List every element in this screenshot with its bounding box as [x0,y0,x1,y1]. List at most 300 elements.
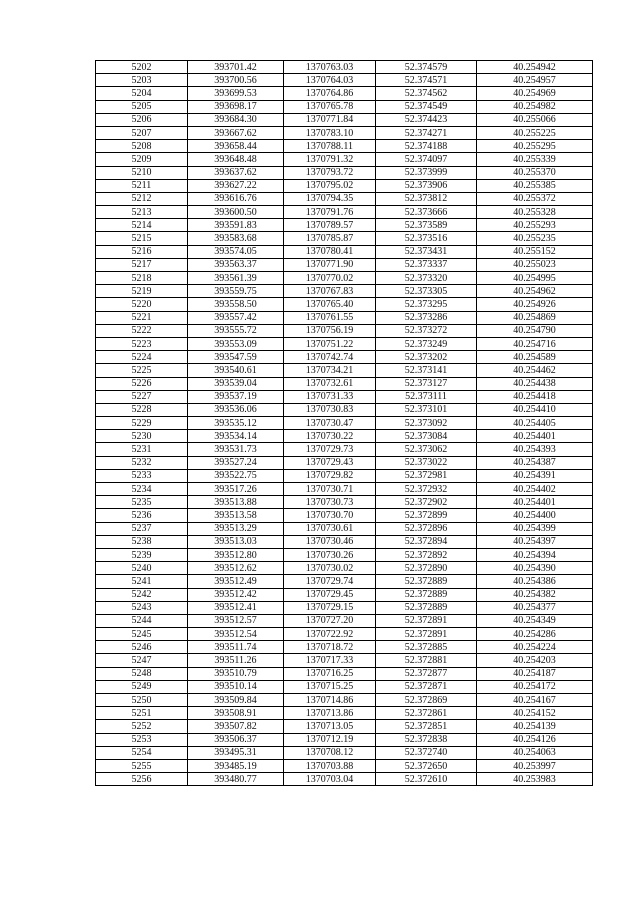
x-coordinate-cell: 393511.26 [188,654,284,667]
longitude-cell: 40.254167 [477,694,593,707]
longitude-cell: 40.254382 [477,588,593,601]
x-coordinate-cell: 393658.44 [188,140,284,153]
table-row [96,654,593,667]
coordinates-table [95,60,593,786]
latitude-cell: 52.372740 [376,746,477,759]
x-coordinate-cell: 393667.62 [188,126,284,139]
point-number-cell: 5241 [96,575,188,588]
longitude-cell: 40.254462 [477,364,593,377]
longitude-cell: 40.254399 [477,522,593,535]
point-number-cell: 5220 [96,298,188,311]
x-coordinate-cell: 393699.53 [188,87,284,100]
y-coordinate-cell: 1370763.03 [284,61,376,74]
table-row [96,337,593,350]
longitude-cell: 40.254386 [477,575,593,588]
table-row [96,417,593,430]
table-row [96,298,593,311]
y-coordinate-cell: 1370730.71 [284,483,376,496]
latitude-cell: 52.372889 [376,588,477,601]
y-coordinate-cell: 1370791.32 [284,153,376,166]
point-number-cell: 5221 [96,311,188,324]
point-number-cell: 5256 [96,773,188,786]
latitude-cell: 52.372881 [376,654,477,667]
latitude-cell: 52.372650 [376,759,477,772]
y-coordinate-cell: 1370793.72 [284,166,376,179]
longitude-cell: 40.254410 [477,403,593,416]
y-coordinate-cell: 1370771.84 [284,113,376,126]
point-number-cell: 5229 [96,417,188,430]
point-number-cell: 5216 [96,245,188,258]
longitude-cell: 40.254401 [477,430,593,443]
y-coordinate-cell: 1370730.47 [284,417,376,430]
x-coordinate-cell: 393513.88 [188,496,284,509]
y-coordinate-cell: 1370764.86 [284,87,376,100]
table-row [96,364,593,377]
table-row [96,232,593,245]
table-row [96,483,593,496]
table-row [96,74,593,87]
latitude-cell: 52.373999 [376,166,477,179]
y-coordinate-cell: 1370727.20 [284,614,376,627]
longitude-cell: 40.254995 [477,272,593,285]
longitude-cell: 40.255023 [477,258,593,271]
y-coordinate-cell: 1370794.35 [284,192,376,205]
point-number-cell: 5217 [96,258,188,271]
longitude-cell: 40.254203 [477,654,593,667]
latitude-cell: 52.372891 [376,614,477,627]
point-number-cell: 5213 [96,206,188,219]
y-coordinate-cell: 1370764.03 [284,74,376,87]
longitude-cell: 40.255328 [477,206,593,219]
longitude-cell: 40.255295 [477,140,593,153]
y-coordinate-cell: 1370789.57 [284,219,376,232]
table-row [96,562,593,575]
table-row [96,588,593,601]
y-coordinate-cell: 1370729.15 [284,601,376,614]
longitude-cell: 40.255152 [477,245,593,258]
point-number-cell: 5250 [96,694,188,707]
x-coordinate-cell: 393506.37 [188,733,284,746]
longitude-cell: 40.254589 [477,351,593,364]
latitude-cell: 52.372902 [376,496,477,509]
x-coordinate-cell: 393591.83 [188,219,284,232]
x-coordinate-cell: 393700.56 [188,74,284,87]
point-number-cell: 5226 [96,377,188,390]
latitude-cell: 52.374271 [376,126,477,139]
y-coordinate-cell: 1370730.73 [284,496,376,509]
table-row [96,192,593,205]
latitude-cell: 52.372861 [376,707,477,720]
latitude-cell: 52.372894 [376,535,477,548]
x-coordinate-cell: 393517.26 [188,483,284,496]
y-coordinate-cell: 1370729.74 [284,575,376,588]
table-row [96,351,593,364]
x-coordinate-cell: 393627.22 [188,179,284,192]
y-coordinate-cell: 1370742.74 [284,351,376,364]
point-number-cell: 5242 [96,588,188,601]
point-number-cell: 5245 [96,628,188,641]
longitude-cell: 40.254286 [477,628,593,641]
x-coordinate-cell: 393513.03 [188,535,284,548]
table-row [96,311,593,324]
y-coordinate-cell: 1370730.70 [284,509,376,522]
longitude-cell: 40.254926 [477,298,593,311]
point-number-cell: 5204 [96,87,188,100]
latitude-cell: 52.373305 [376,285,477,298]
x-coordinate-cell: 393701.42 [188,61,284,74]
point-number-cell: 5214 [96,219,188,232]
longitude-cell: 40.254969 [477,87,593,100]
y-coordinate-cell: 1370703.88 [284,759,376,772]
table-row [96,759,593,772]
latitude-cell: 52.373111 [376,390,477,403]
longitude-cell: 40.254438 [477,377,593,390]
x-coordinate-cell: 393561.39 [188,272,284,285]
y-coordinate-cell: 1370734.21 [284,364,376,377]
coordinates-table-body [96,61,593,786]
point-number-cell: 5206 [96,113,188,126]
latitude-cell: 52.372869 [376,694,477,707]
table-row [96,601,593,614]
table-row [96,153,593,166]
latitude-cell: 52.372877 [376,667,477,680]
y-coordinate-cell: 1370785.87 [284,232,376,245]
longitude-cell: 40.254397 [477,535,593,548]
table-row [96,258,593,271]
longitude-cell: 40.254187 [477,667,593,680]
latitude-cell: 52.372892 [376,548,477,561]
table-row [96,720,593,733]
y-coordinate-cell: 1370751.22 [284,337,376,350]
table-row [96,166,593,179]
table-row [96,746,593,759]
longitude-cell: 40.254387 [477,456,593,469]
longitude-cell: 40.254152 [477,707,593,720]
x-coordinate-cell: 393527.24 [188,456,284,469]
point-number-cell: 5218 [96,272,188,285]
x-coordinate-cell: 393535.12 [188,417,284,430]
latitude-cell: 52.373812 [376,192,477,205]
point-number-cell: 5215 [96,232,188,245]
longitude-cell: 40.254391 [477,469,593,482]
y-coordinate-cell: 1370730.61 [284,522,376,535]
y-coordinate-cell: 1370730.22 [284,430,376,443]
x-coordinate-cell: 393547.59 [188,351,284,364]
x-coordinate-cell: 393509.84 [188,694,284,707]
table-row [96,456,593,469]
latitude-cell: 52.372896 [376,522,477,535]
longitude-cell: 40.254716 [477,337,593,350]
longitude-cell: 40.255339 [477,153,593,166]
x-coordinate-cell: 393507.82 [188,720,284,733]
y-coordinate-cell: 1370780.41 [284,245,376,258]
longitude-cell: 40.254869 [477,311,593,324]
x-coordinate-cell: 393522.75 [188,469,284,482]
y-coordinate-cell: 1370730.46 [284,535,376,548]
point-number-cell: 5203 [96,74,188,87]
y-coordinate-cell: 1370795.02 [284,179,376,192]
latitude-cell: 52.373295 [376,298,477,311]
table-row [96,87,593,100]
point-number-cell: 5249 [96,680,188,693]
longitude-cell: 40.254418 [477,390,593,403]
point-number-cell: 5246 [96,641,188,654]
y-coordinate-cell: 1370729.45 [284,588,376,601]
y-coordinate-cell: 1370715.25 [284,680,376,693]
y-coordinate-cell: 1370722.92 [284,628,376,641]
x-coordinate-cell: 393537.19 [188,390,284,403]
table-row [96,614,593,627]
y-coordinate-cell: 1370717.33 [284,654,376,667]
y-coordinate-cell: 1370703.04 [284,773,376,786]
y-coordinate-cell: 1370729.43 [284,456,376,469]
latitude-cell: 52.373320 [376,272,477,285]
x-coordinate-cell: 393557.42 [188,311,284,324]
point-number-cell: 5225 [96,364,188,377]
point-number-cell: 5233 [96,469,188,482]
point-number-cell: 5224 [96,351,188,364]
x-coordinate-cell: 393555.72 [188,324,284,337]
latitude-cell: 52.373062 [376,443,477,456]
longitude-cell: 40.254393 [477,443,593,456]
latitude-cell: 52.373022 [376,456,477,469]
latitude-cell: 52.373666 [376,206,477,219]
table-row [96,430,593,443]
table-row [96,667,593,680]
longitude-cell: 40.255370 [477,166,593,179]
y-coordinate-cell: 1370713.86 [284,707,376,720]
y-coordinate-cell: 1370771.90 [284,258,376,271]
table-row [96,535,593,548]
table-row [96,206,593,219]
latitude-cell: 52.372838 [376,733,477,746]
x-coordinate-cell: 393512.80 [188,548,284,561]
point-number-cell: 5211 [96,179,188,192]
longitude-cell: 40.254790 [477,324,593,337]
table-row [96,324,593,337]
longitude-cell: 40.254394 [477,548,593,561]
table-row [96,377,593,390]
point-number-cell: 5244 [96,614,188,627]
latitude-cell: 52.374188 [376,140,477,153]
latitude-cell: 52.373084 [376,430,477,443]
x-coordinate-cell: 393510.79 [188,667,284,680]
point-number-cell: 5235 [96,496,188,509]
y-coordinate-cell: 1370712.19 [284,733,376,746]
table-row [96,245,593,258]
y-coordinate-cell: 1370714.86 [284,694,376,707]
x-coordinate-cell: 393553.09 [188,337,284,350]
x-coordinate-cell: 393637.62 [188,166,284,179]
longitude-cell: 40.254224 [477,641,593,654]
point-number-cell: 5210 [96,166,188,179]
longitude-cell: 40.254401 [477,496,593,509]
y-coordinate-cell: 1370765.78 [284,100,376,113]
point-number-cell: 5248 [96,667,188,680]
x-coordinate-cell: 393600.50 [188,206,284,219]
latitude-cell: 52.373249 [376,337,477,350]
y-coordinate-cell: 1370791.76 [284,206,376,219]
point-number-cell: 5230 [96,430,188,443]
table-row [96,522,593,535]
longitude-cell: 40.254405 [477,417,593,430]
y-coordinate-cell: 1370783.10 [284,126,376,139]
x-coordinate-cell: 393512.49 [188,575,284,588]
point-number-cell: 5236 [96,509,188,522]
table-row [96,680,593,693]
table-row [96,61,593,74]
longitude-cell: 40.255066 [477,113,593,126]
point-number-cell: 5239 [96,548,188,561]
x-coordinate-cell: 393558.50 [188,298,284,311]
point-number-cell: 5234 [96,483,188,496]
longitude-cell: 40.254172 [477,680,593,693]
latitude-cell: 52.373286 [376,311,477,324]
x-coordinate-cell: 393512.54 [188,628,284,641]
x-coordinate-cell: 393698.17 [188,100,284,113]
point-number-cell: 5207 [96,126,188,139]
latitude-cell: 52.373906 [376,179,477,192]
longitude-cell: 40.255372 [477,192,593,205]
latitude-cell: 52.374097 [376,153,477,166]
x-coordinate-cell: 393534.14 [188,430,284,443]
point-number-cell: 5222 [96,324,188,337]
latitude-cell: 52.374571 [376,74,477,87]
point-number-cell: 5253 [96,733,188,746]
longitude-cell: 40.255385 [477,179,593,192]
latitude-cell: 52.374579 [376,61,477,74]
table-row [96,272,593,285]
table-row [96,219,593,232]
longitude-cell: 40.254962 [477,285,593,298]
longitude-cell: 40.255225 [477,126,593,139]
x-coordinate-cell: 393512.62 [188,562,284,575]
longitude-cell: 40.254390 [477,562,593,575]
point-number-cell: 5228 [96,403,188,416]
latitude-cell: 52.373272 [376,324,477,337]
point-number-cell: 5240 [96,562,188,575]
x-coordinate-cell: 393531.73 [188,443,284,456]
latitude-cell: 52.373101 [376,403,477,416]
x-coordinate-cell: 393510.14 [188,680,284,693]
latitude-cell: 52.372851 [376,720,477,733]
longitude-cell: 40.254400 [477,509,593,522]
table-row [96,390,593,403]
table-row [96,443,593,456]
latitude-cell: 52.373337 [376,258,477,271]
x-coordinate-cell: 393539.04 [188,377,284,390]
table-row [96,140,593,153]
latitude-cell: 52.373127 [376,377,477,390]
y-coordinate-cell: 1370756.19 [284,324,376,337]
longitude-cell: 40.254377 [477,601,593,614]
latitude-cell: 52.372889 [376,601,477,614]
table-row [96,773,593,786]
latitude-cell: 52.374562 [376,87,477,100]
table-row [96,403,593,416]
table-row [96,126,593,139]
point-number-cell: 5238 [96,535,188,548]
y-coordinate-cell: 1370730.26 [284,548,376,561]
y-coordinate-cell: 1370761.55 [284,311,376,324]
latitude-cell: 52.373589 [376,219,477,232]
longitude-cell: 40.254126 [477,733,593,746]
y-coordinate-cell: 1370767.83 [284,285,376,298]
longitude-cell: 40.254349 [477,614,593,627]
point-number-cell: 5223 [96,337,188,350]
x-coordinate-cell: 393574.05 [188,245,284,258]
x-coordinate-cell: 393559.75 [188,285,284,298]
x-coordinate-cell: 393536.06 [188,403,284,416]
x-coordinate-cell: 393495.31 [188,746,284,759]
point-number-cell: 5205 [96,100,188,113]
latitude-cell: 52.372885 [376,641,477,654]
longitude-cell: 40.254942 [477,61,593,74]
point-number-cell: 5209 [96,153,188,166]
latitude-cell: 52.374423 [376,113,477,126]
latitude-cell: 52.372890 [376,562,477,575]
point-number-cell: 5208 [96,140,188,153]
latitude-cell: 52.372871 [376,680,477,693]
latitude-cell: 52.372932 [376,483,477,496]
latitude-cell: 52.372891 [376,628,477,641]
longitude-cell: 40.255293 [477,219,593,232]
point-number-cell: 5251 [96,707,188,720]
table-row [96,100,593,113]
longitude-cell: 40.253983 [477,773,593,786]
table-row [96,733,593,746]
table-row [96,285,593,298]
y-coordinate-cell: 1370729.82 [284,469,376,482]
y-coordinate-cell: 1370770.02 [284,272,376,285]
y-coordinate-cell: 1370716.25 [284,667,376,680]
y-coordinate-cell: 1370730.83 [284,403,376,416]
point-number-cell: 5237 [96,522,188,535]
x-coordinate-cell: 393616.76 [188,192,284,205]
latitude-cell: 52.374549 [376,100,477,113]
table-row [96,496,593,509]
latitude-cell: 52.373516 [376,232,477,245]
x-coordinate-cell: 393540.61 [188,364,284,377]
x-coordinate-cell: 393648.48 [188,153,284,166]
x-coordinate-cell: 393512.42 [188,588,284,601]
latitude-cell: 52.373202 [376,351,477,364]
longitude-cell: 40.253997 [477,759,593,772]
x-coordinate-cell: 393512.41 [188,601,284,614]
table-row [96,113,593,126]
y-coordinate-cell: 1370765.40 [284,298,376,311]
y-coordinate-cell: 1370708.12 [284,746,376,759]
x-coordinate-cell: 393583.68 [188,232,284,245]
point-number-cell: 5255 [96,759,188,772]
longitude-cell: 40.254957 [477,74,593,87]
y-coordinate-cell: 1370732.61 [284,377,376,390]
point-number-cell: 5212 [96,192,188,205]
point-number-cell: 5219 [96,285,188,298]
x-coordinate-cell: 393485.19 [188,759,284,772]
point-number-cell: 5252 [96,720,188,733]
point-number-cell: 5231 [96,443,188,456]
latitude-cell: 52.372981 [376,469,477,482]
point-number-cell: 5227 [96,390,188,403]
table-row [96,707,593,720]
longitude-cell: 40.254982 [477,100,593,113]
point-number-cell: 5202 [96,61,188,74]
table-row [96,548,593,561]
latitude-cell: 52.373092 [376,417,477,430]
latitude-cell: 52.373431 [376,245,477,258]
x-coordinate-cell: 393512.57 [188,614,284,627]
